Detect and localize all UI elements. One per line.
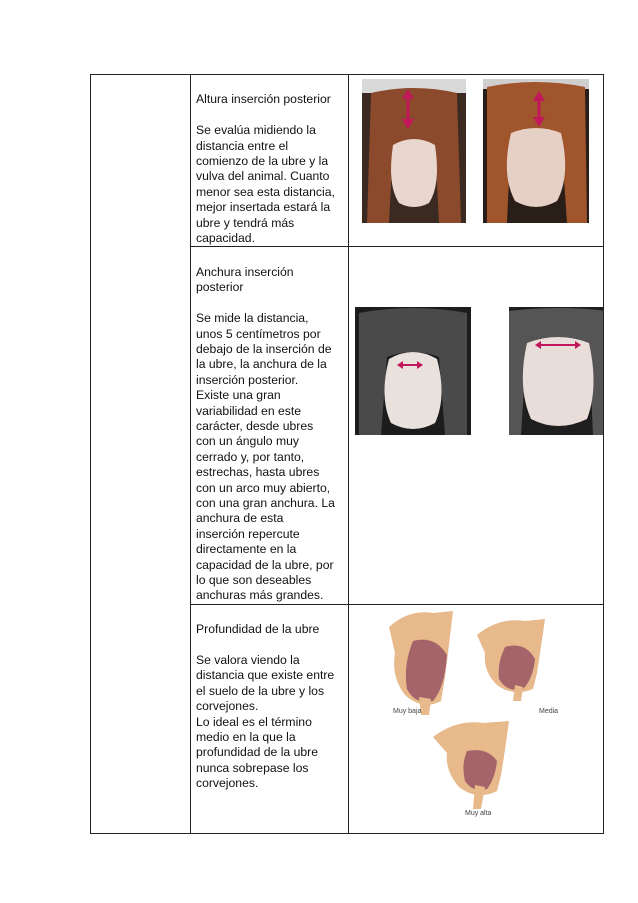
rear-udder-width-photos — [349, 247, 603, 557]
goat-photo-wide-udder — [509, 307, 603, 435]
table-row — [91, 75, 604, 247]
udder-depth-diagram — [349, 605, 603, 833]
goat-photo-low-insertion — [483, 79, 589, 223]
rear-udder-height-photos — [349, 75, 603, 225]
image-cell — [349, 75, 604, 247]
text-cell — [191, 75, 349, 247]
empty-left-cell — [91, 75, 191, 834]
diagram-label-mid: Media — [539, 707, 559, 715]
row-title: Profundidad de la ubre — [196, 622, 320, 637]
image-cell — [349, 604, 604, 833]
row-title: Altura inserción posterior — [196, 92, 331, 107]
text-cell — [191, 604, 349, 833]
goat-photo-narrow-udder — [355, 307, 471, 435]
diagram-label-high: Muy alta — [465, 809, 492, 817]
row-description: Se evalúa midiendo la distancia entre el comienzo de la ubre y la vulva del animal. Cuanto menor sea esta distancia, mejor insertada estará la ubre y tendrá más capacidad. — [196, 123, 335, 246]
text-cell — [191, 247, 349, 604]
image-cell — [349, 247, 604, 604]
row-description: Se mide la distancia, unos 5 centímetros por debajo de la inserción de la ubre, la anchura de la inserción posterior. Existe una gran variabilidad en este carácter, desde ubres con un ángulo muy cerrado y, por tanto, estrechas, hasta ubres con un arco muy abierto, con una gran anchura. La anchura de esta inserción repercute directamente en la capacidad de la ubre, por lo que son deseables anchuras más grandes. — [196, 311, 335, 603]
row-description: Se valora viendo la distancia que existe entre el suelo de la ubre y los corvejones. Lo ideal es el término medio en la que la profundidad de la ubre nunca sobrepase los corvejones. — [196, 653, 335, 791]
row-title: Anchura inserción posterior — [196, 264, 294, 295]
trait-table — [90, 74, 604, 834]
goat-photo-high-insertion — [362, 79, 466, 223]
diagram-label-low: Muy baja — [393, 707, 422, 715]
